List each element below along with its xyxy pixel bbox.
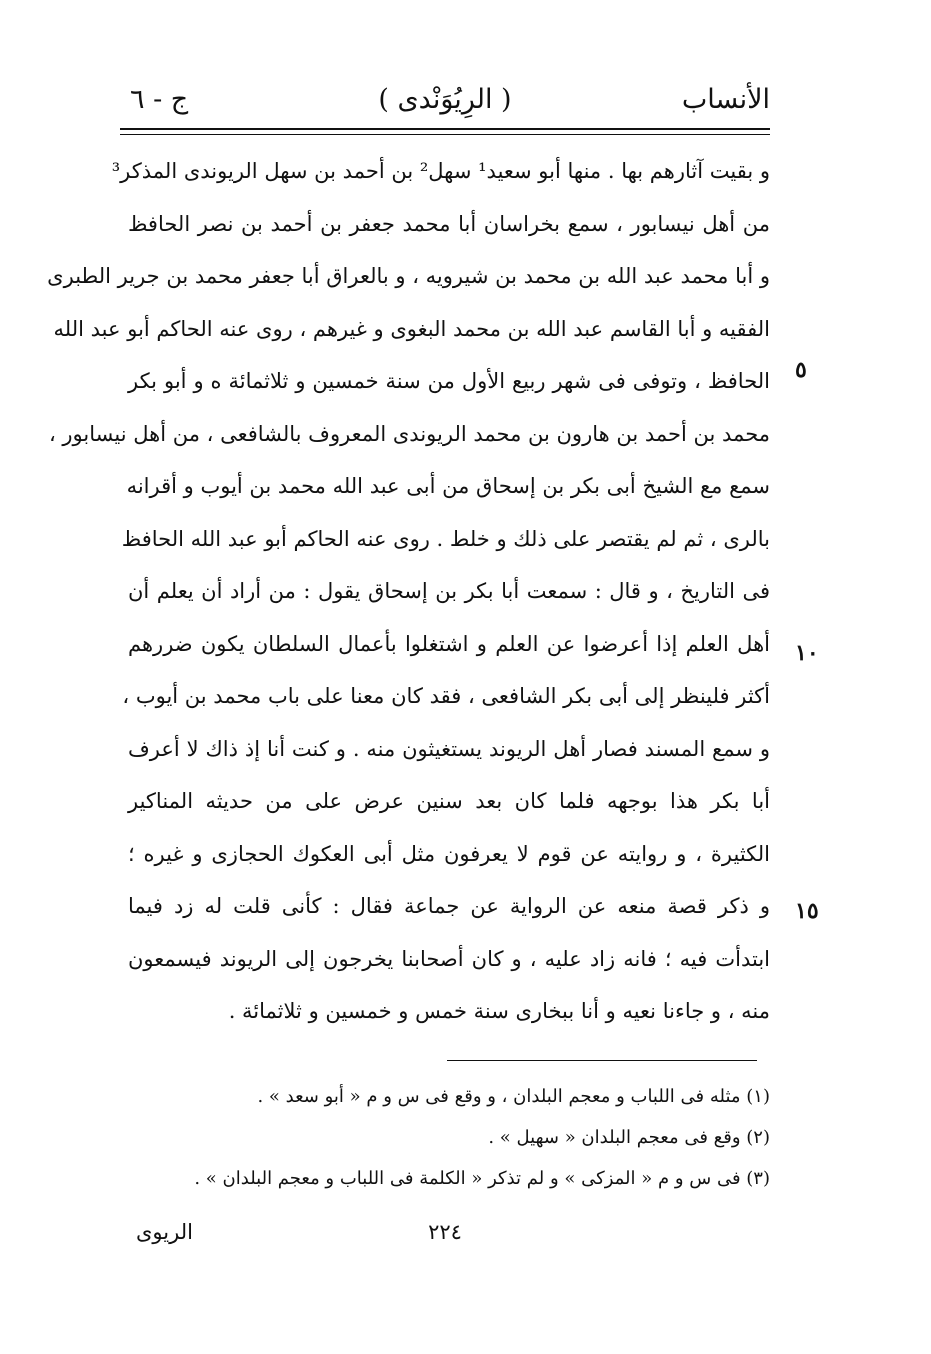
- footnote: (٢) وقع فى معجم البلدان « سهيل » .: [488, 1127, 770, 1148]
- text-line: و سمع المسند فصار أهل الريوند يستغيثون منه . و كنت أنا إذ ذاك لا أعرف: [128, 736, 770, 761]
- text-line: ابتدأت فيه ؛ فانه زاد عليه ، و كان أصحابنا يخرجون إلى الريوند فيسمعون: [128, 946, 770, 971]
- footnote-separator: [447, 1060, 757, 1061]
- text-line: من أهل نيسابور ، سمع بخراسان أبا محمد جعفر بن أحمد بن نصر الحافظ: [128, 211, 770, 236]
- page-footer: [120, 1215, 770, 1249]
- header-entry-title: ( الرِيُوَنْدى ): [378, 84, 512, 115]
- text-line: الكثيرة ، و روايته عن قوم لا يعرفون مثل أبى العكوك الحجازى و غيره ؛: [128, 841, 770, 866]
- header-book-title: الأنساب: [681, 84, 770, 115]
- header-rule-thick: [120, 128, 770, 130]
- text-line: أكثر فلينظر إلى أبى بكر الشافعى ، فقد كان معنا على باب محمد بن أيوب ،: [122, 684, 770, 708]
- text-line: فى التاريخ ، و قال : سمعت أبا بكر بن إسحاق يقول : من أراد أن يعلم أن: [128, 579, 770, 603]
- header-rule-thin: [120, 134, 770, 135]
- text-line: سمع مع الشيخ أبى بكر بن إسحاق من أبى عبد الله محمد بن أيوب و أقرانه: [126, 474, 770, 498]
- line-number-15: ١٥: [795, 898, 819, 924]
- text-line: و بقيت آثارهم بها . منها أبو سعيد¹ سهل² بن أحمد بن سهل الريوندى المذكر³: [111, 159, 770, 183]
- text-line: و أبا محمد عبد الله بن محمد بن شيرويه ، و بالعراق أبا جعفر محمد بن جرير الطبرى: [47, 264, 770, 288]
- text-line: بالرى ، ثم لم يقتصر على ذلك و خلط . روى عنه الحاكم أبو عبد الله الحافظ: [121, 526, 770, 551]
- text-line: أهل العلم إذا أعرضوا عن العلم و اشتغلوا بأعمال السلطان يكون ضررهم: [128, 631, 770, 656]
- text-line: الفقيه و أبا القاسم عبد الله بن محمد البغوى و غيرهم ، روى عنه الحاكم أبو عبد الله: [53, 316, 770, 341]
- header-volume: ج - ٦: [130, 84, 189, 115]
- page-number: ٢٢٤: [428, 1220, 462, 1244]
- text-line: و ذكر قصة منعه عن الرواية عن جماعة فقال : كأنى قلت له زد فيما: [128, 894, 770, 918]
- main-text: [47, 145, 770, 1038]
- text-line: أبا بكر هذا بوجهه فلما كان بعد سنين عرض على من حديثه المناكير: [128, 789, 770, 813]
- running-header: [120, 82, 770, 122]
- text-line: منه ، و جاءنا نعيه و أنا ببخارى سنة خمس و خمسين و ثلاثمائة .: [228, 999, 770, 1023]
- footnote: (١) مثله فى اللباب و معجم البلدان ، و وقع فى س و م « أبو سعد » .: [257, 1086, 770, 1107]
- text-line: الحافظ ، وتوفى فى شهر ربيع الأول من سنة خمسين و ثلاثمائة ه و أبو بكر: [128, 369, 770, 393]
- line-number-10: ١٠: [795, 640, 819, 666]
- text-line: محمد بن أحمد بن هارون بن محمد الريوندى المعروف بالشافعى ، من أهل نيسابور ،: [48, 421, 770, 446]
- footnote: (٣) فى س و م « المزكى » و لم تذكر « الكلمة فى اللباب و معجم البلدان » .: [194, 1168, 770, 1189]
- line-number-5: ٥: [795, 357, 807, 383]
- signature-mark: الريوى: [136, 1220, 193, 1244]
- footnotes: [190, 1076, 770, 1199]
